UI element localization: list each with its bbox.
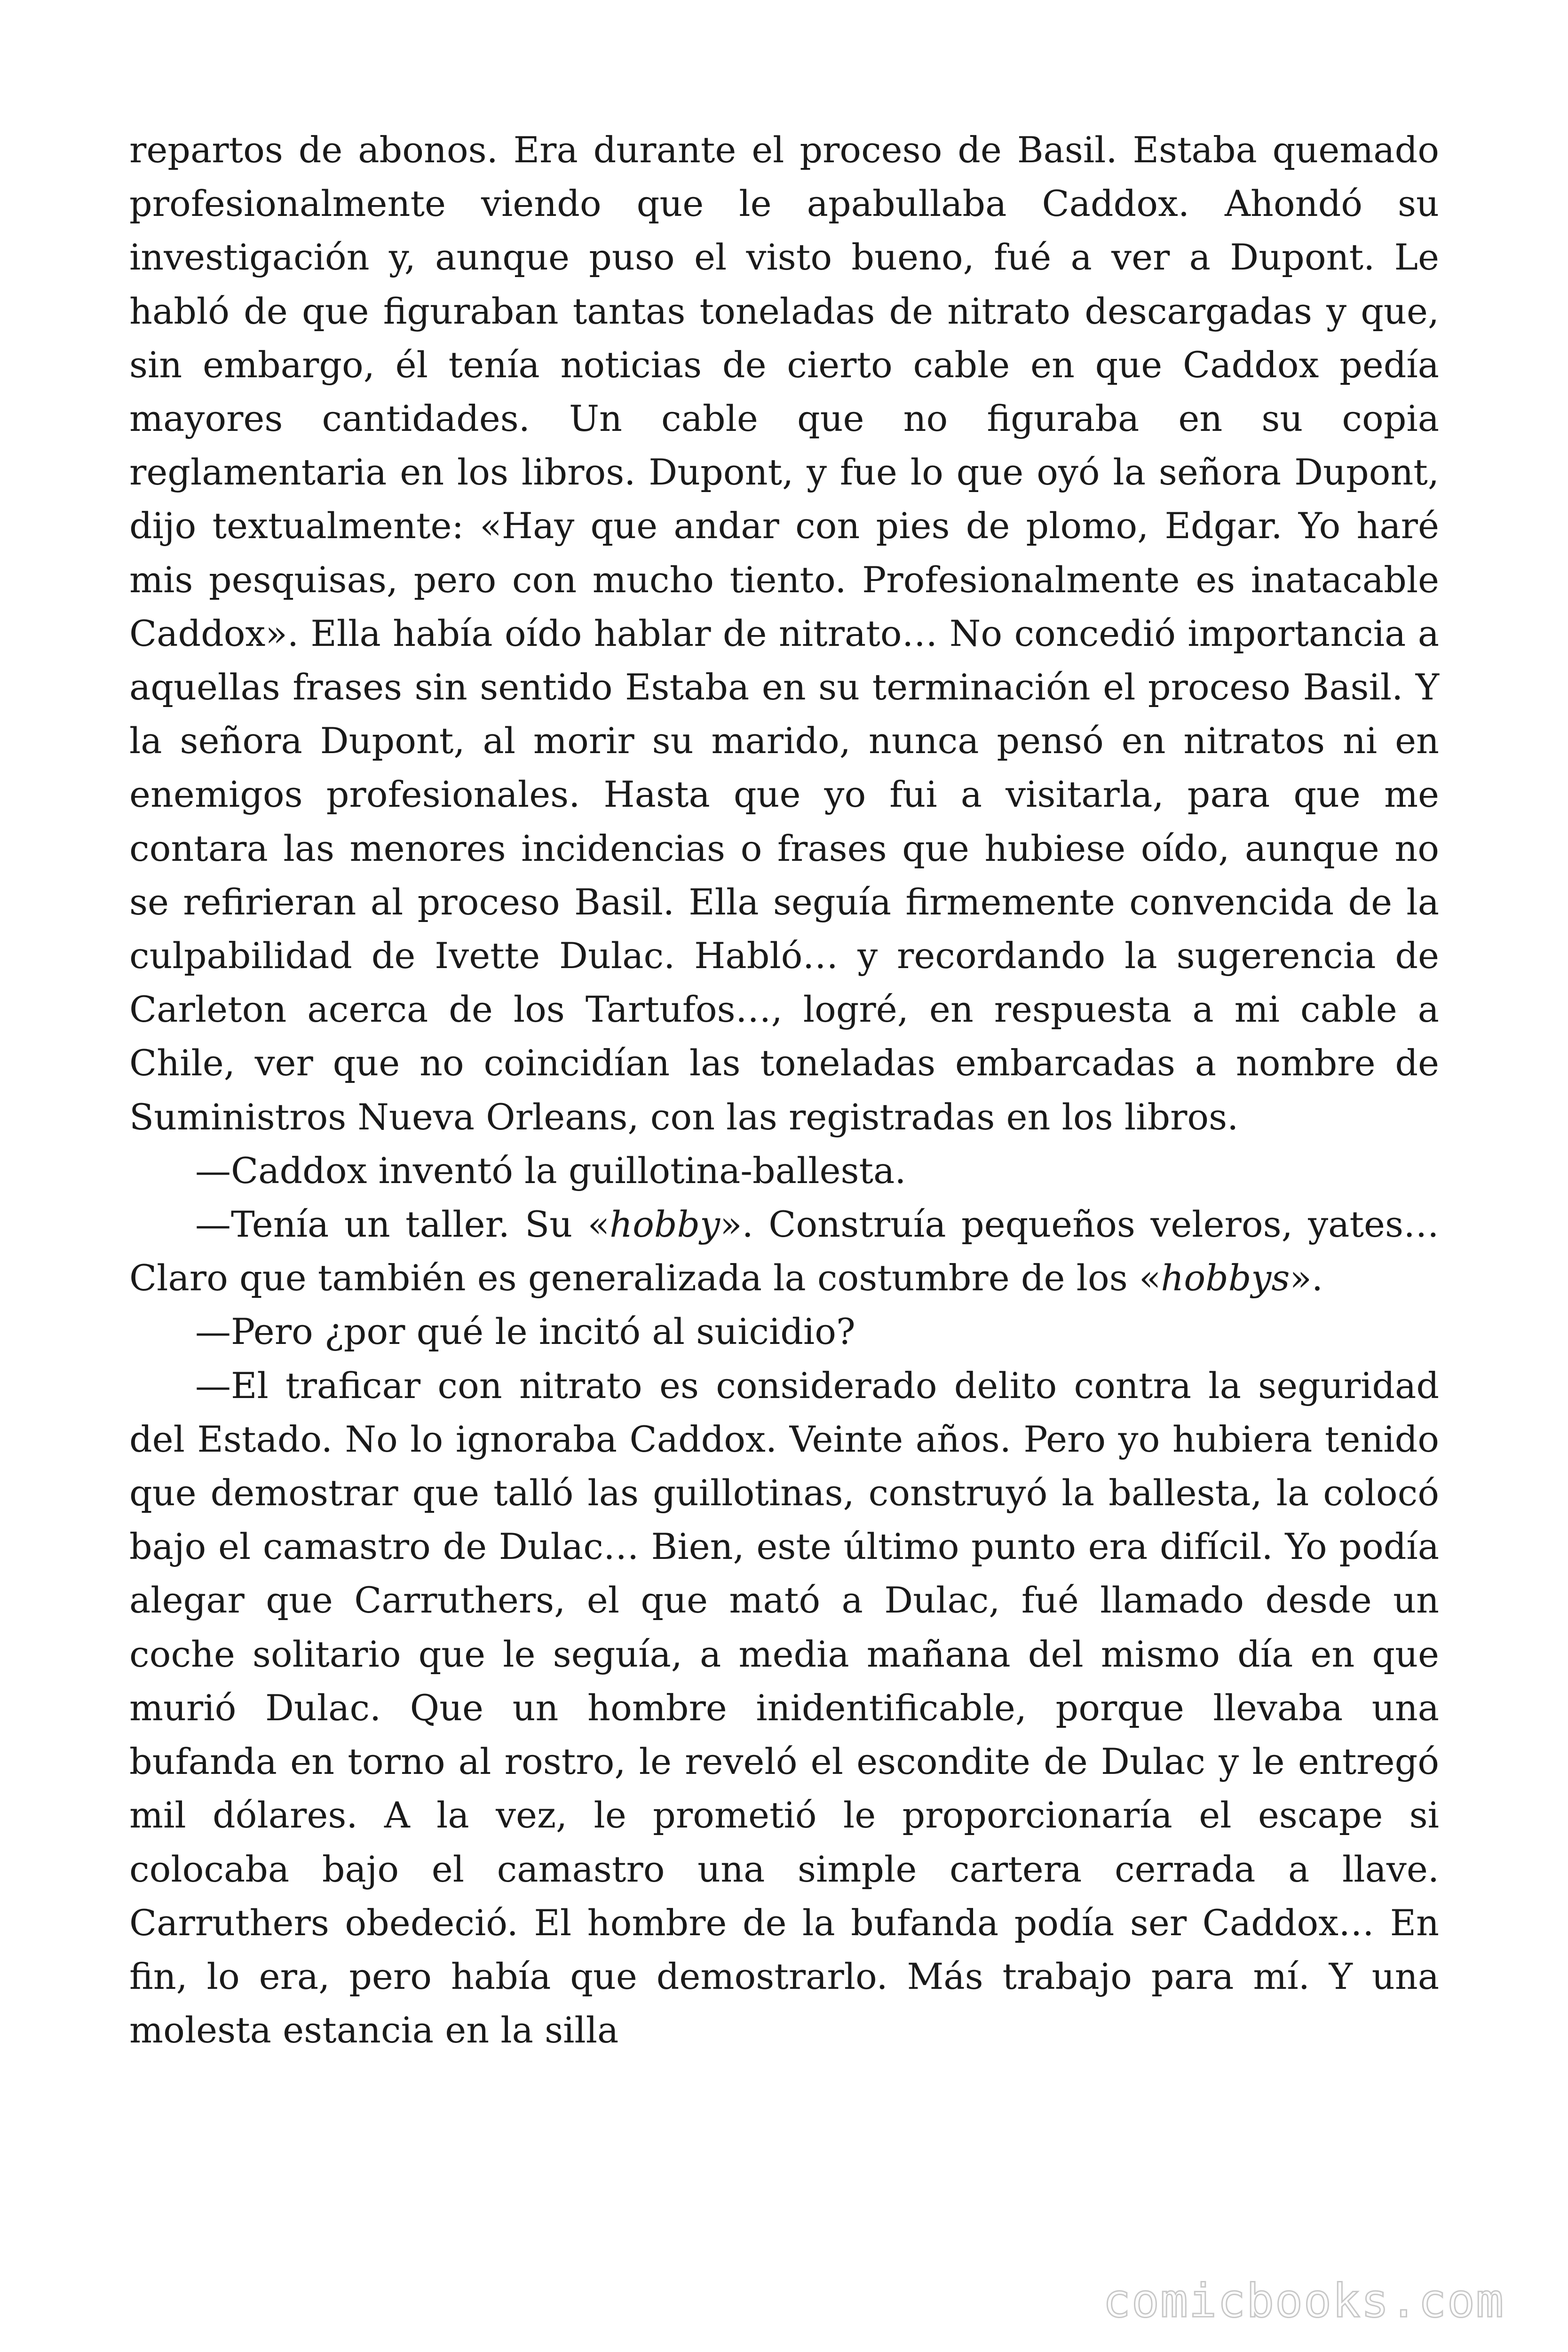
paragraph-text: ». <box>1290 1257 1323 1299</box>
paragraph-text: ». Construía pequeños veleros, yates… Claro que también es generalizada la costumbre de los « <box>129 1203 1439 1299</box>
italic-word: hobby <box>610 1203 721 1246</box>
paragraph <box>129 1359 1439 2058</box>
paragraph <box>129 123 1439 1144</box>
paragraph-text: —Caddox inventó la guillotina-ballesta. <box>195 1149 906 1192</box>
watermark: comicbooks.com <box>1102 2274 1505 2328</box>
paragraph-text: —Pero ¿por qué le incitó al suicidio? <box>195 1311 855 1353</box>
paragraph-text: —Tenía un taller. Su « <box>195 1203 610 1246</box>
italic-word: hobbys <box>1161 1257 1290 1299</box>
paragraph-text: —El traficar con nitrato es considerado delito contra la seguridad del Estado. No lo ignoraba Caddox. Veinte años. Pero yo hubiera tenido que demostrar que talló las guillotinas, construyó la ballesta, la colocó bajo el camastro de Dulac… Bien, este último punto era difícil. Yo podía alegar que Carruthers, el que mató a Dulac, fué llamado desde un coche solitario que le seguía, a media mañana del mismo día en que murió Dulac. Que un hombre inidentificable, porque llevaba una bufanda en torno al rostro, le reveló el escondite de Dulac y le entregó mil dólares. A la vez, le prometió le proporcionaría el escape si colocaba bajo el camastro una simple cartera cerrada a llave. Carruthers obedeció. El hombre de la bufanda podía ser Caddox… En fin, lo era, pero había que demostrarlo. Más trabajo para mí. Y una molesta estancia en la silla <box>129 1364 1439 2051</box>
body-text <box>129 123 1439 2057</box>
paragraph <box>129 1305 1439 1359</box>
paragraph <box>129 1198 1439 1305</box>
paragraph-text: repartos de abonos. Era durante el proceso de Basil. Estaba quemado profesionalmente viendo que le apabullaba Caddox. Ahondó su investigación y, aunque puso el visto bueno, fué a ver a Dupont. Le habló de que figuraban tantas toneladas de nitrato descargadas y que, sin embargo, él tenía noticias de cierto cable en que Caddox pedía mayores cantidades. Un cable que no figuraba en su copia reglamentaria en los libros. Dupont, y fue lo que oyó la señora Dupont, dijo textualmente: «Hay que andar con pies de plomo, Edgar. Yo haré mis pesquisas, pero con mucho tiento. Profesionalmente es inatacable Caddox». Ella había oído hablar de nitrato… No concedió importancia a aquellas frases sin sentido Estaba en su terminación el proceso Basil. Y la señora Dupont, al morir su marido, nunca pensó en nitratos ni en enemigos profesionales. Hasta que yo fui a visitarla, para que me contara las menores incidencias o frases que hubiese oído, aunque no se refirieran al proceso Basil. Ella seguía firmemente convencida de la culpabilidad de Ivette Dulac. Habló… y recordando la sugerencia de Carleton acerca de los Tartufos…, logré, en respuesta a mi cable a Chile, ver que no coincidían las toneladas embarcadas a nombre de Suministros Nueva Orleans, con las registradas en los libros. <box>129 129 1439 1138</box>
paragraph <box>129 1144 1439 1198</box>
